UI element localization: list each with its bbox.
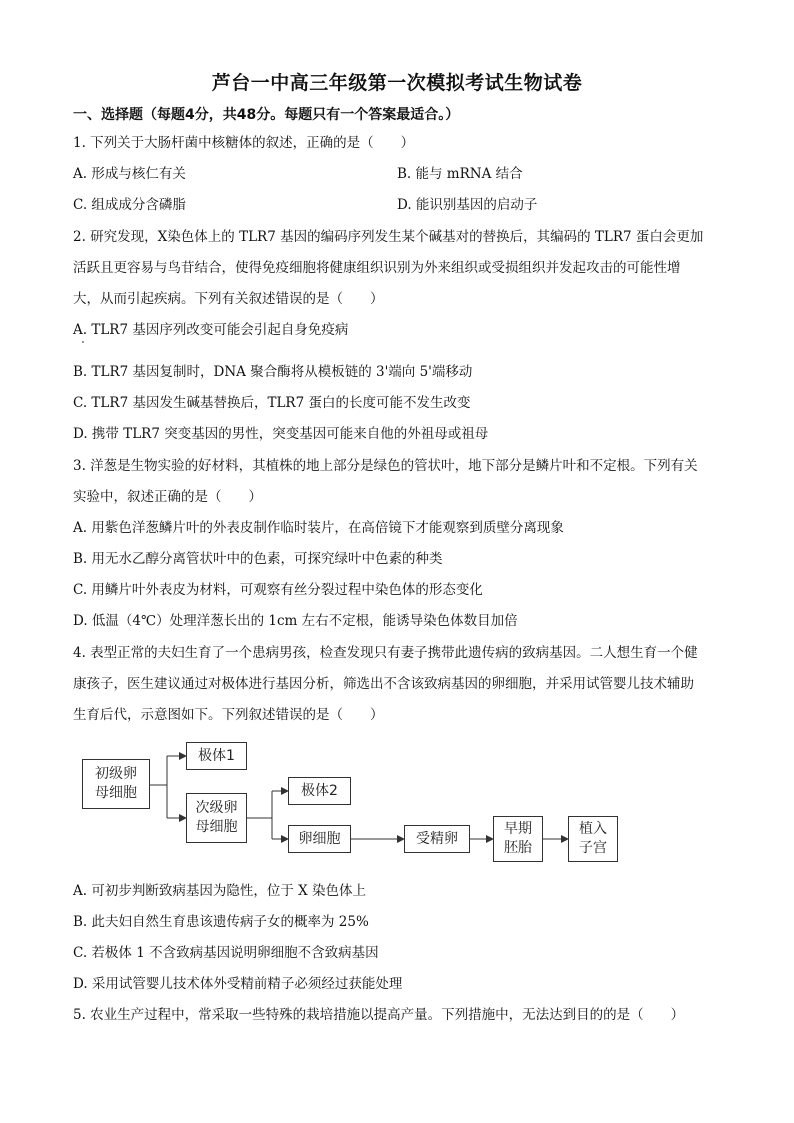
section-heading: 一、选择题（每题4分，共48分。每题只有一个答案最适合。） [73,107,460,123]
question-2-option-a: A. TLR7 基因序列改变可能会引起自身免疫病 [73,322,349,338]
question-3-option-b: B. 用无水乙醇分离管状叶中的色素，可探究绿叶中色素的种类 [73,551,443,567]
question-2-option-c: C. TLR7 基因发生碱基替换后，TLR7 蛋白的长度可能不发生改变 [73,395,471,411]
question-2-stem-line: 2. 研究发现，X染色体上的 TLR7 基因的编码序列发生某个碱基对的替换后，其编码的 TLR7 蛋白会更加 [73,229,704,245]
box-label: 极体1 [198,747,235,764]
question-4-option-c: C. 若极体 1 不含致病基因说明卵细胞不含致病基因 [73,945,379,961]
polar-body-1-box [186,742,247,770]
question-5-stem: 5. 农业生产过程中，常采取一些特殊的栽培措施以提高产量。下列措施中，无法达到目的的是（ ） [73,1007,685,1023]
fertilized-egg-box [404,825,470,853]
box-label: 植入 [579,821,607,837]
polar-body-2-box [288,777,351,805]
page-title: 芦台一中高三年级第一次模拟考试生物试卷 [211,72,583,94]
box-label: 卵细胞 [298,830,341,847]
question-2-option-d: D. 携带 TLR7 突变基因的男性，突变基因可能来自他的外祖母或祖母 [73,426,489,442]
question-3-option-a: A. 用紫色洋葱鳞片叶的外表皮制作临时装片，在高倍镜下才能观察到质壁分离现象 [73,520,564,536]
question-2-stem-line: 活跃且更容易与鸟苷结合，使得免疫细胞将健康组织识别为外来组织或受损组织并发起攻击的可能性增 [73,260,681,276]
secondary-oocyte-box [186,793,247,843]
question-4-stem-line: 康孩子，医生建议通过对极体进行基因分析，筛选出不含该致病基因的卵细胞，并采用试管婴儿技术辅助 [73,676,694,692]
question-3-stem-line: 实验中，叙述正确的是（ ） [73,489,262,505]
question-3-option-d: D. 低温（4℃）处理洋葱长出的 1cm 左右不定根，能诱导染色体数目加倍 [73,613,518,629]
question-2-option-b: B. TLR7 基因复制时，DNA 聚合酶将从模板链的 3'端向 5'端移动 [73,364,473,380]
box-label: 子宫 [579,840,607,856]
question-1-option-c: C. 组成成分含磷脂 [73,197,186,213]
question-1-option-d: D. 能识别基因的启动子 [397,197,538,213]
question-4-option-a: A. 可初步判断致病基因为隐性，位于 X 染色体上 [73,883,367,899]
question-1-option-a: A. 形成与核仁有关 [73,166,186,182]
box-label: 胚胎 [504,840,532,856]
box-label: 初级卵 [95,766,137,782]
question-3-stem-line: 3. 洋葱是生物实验的好材料，其植株的地上部分是绿色的管状叶，地下部分是鳞片叶和不定根。下列有关 [73,458,698,474]
box-label: 母细胞 [195,819,238,835]
question-3-option-c: C. 用鳞片叶外表皮为材料，可观察有丝分裂过程中染色体的形态变化 [73,582,483,598]
box-label: 母细胞 [95,785,137,801]
question-2-stem-line: 大，从而引起疾病。下列有关叙述错误的是（ ） [73,291,384,307]
question-4-stem-line: 生育后代，示意图如下。下列叙述错误的是（ ） [73,707,384,723]
box-label: 早期 [504,821,532,837]
question-4-option-b: B. 此夫妇自然生育患该遗传病子女的概率为 25% [73,914,369,930]
box-label: 次级卵 [195,800,238,816]
question-4-option-d: D. 采用试管婴儿技术体外受精前精子必须经过获能处理 [73,976,403,992]
egg-cell-box [288,825,351,853]
implant-uterus-box [568,816,618,862]
primary-oocyte-box [82,759,150,809]
early-embryo-box [493,816,543,862]
question-1-option-b: B. 能与 mRNA 结合 [397,166,523,182]
box-label: 极体2 [301,782,338,799]
box-label: 受精卵 [416,830,458,847]
question-4-stem-line: 4. 表型正常的夫妇生育了一个患病男孩，检查发现只有妻子携带此遗传病的致病基因。二人想生育一个健 [73,645,698,661]
question-1-stem: 1. 下列关于大肠杆菌中核糖体的叙述，正确的是（ ） [73,135,415,151]
print-speck [82,341,84,343]
